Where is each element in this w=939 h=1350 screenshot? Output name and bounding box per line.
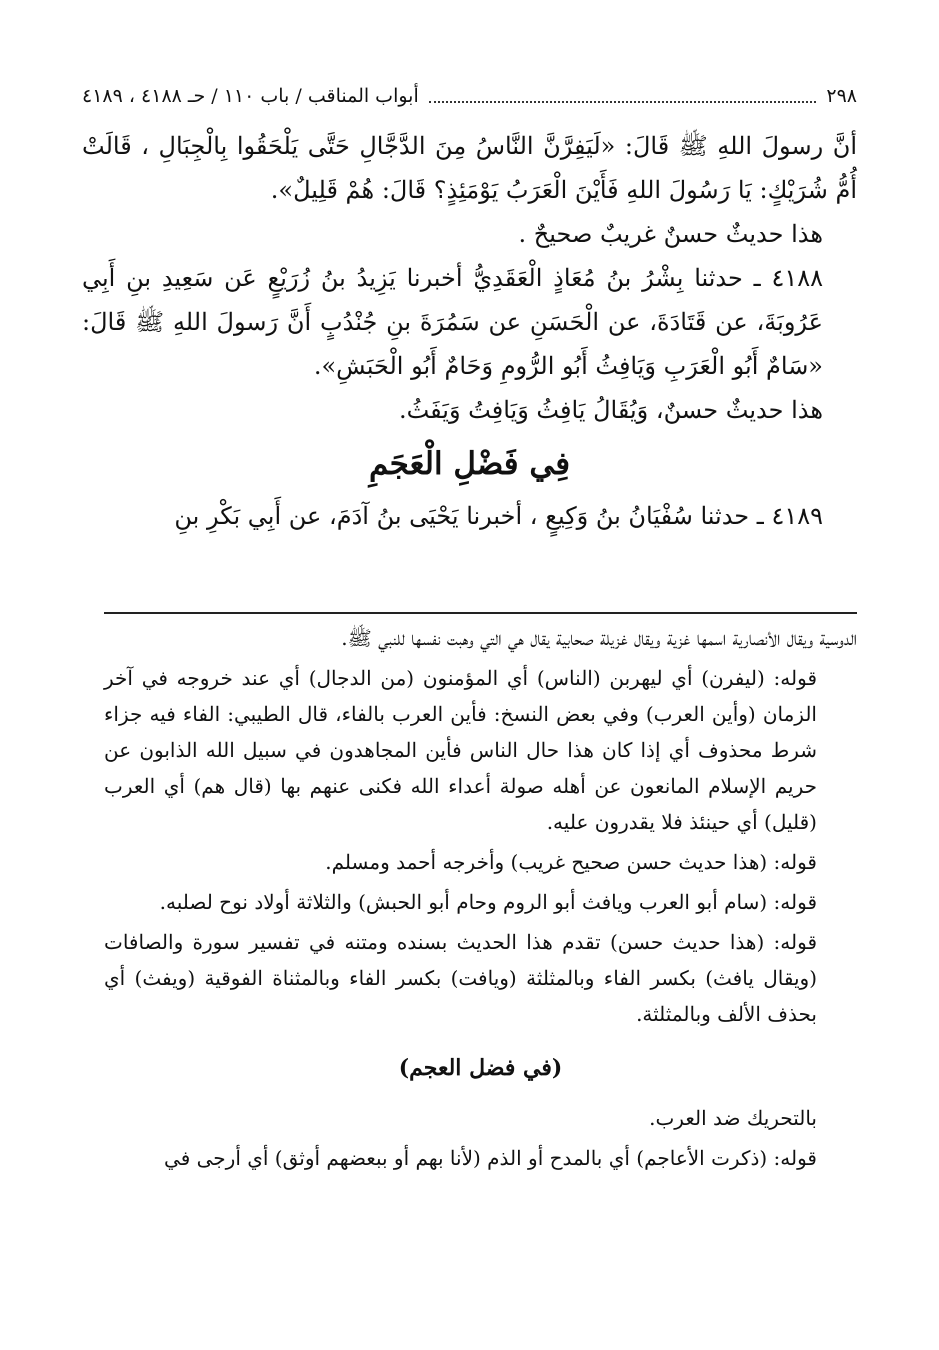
running-title: أبواب المناقب / باب ١١٠ / حـ ٤١٨٨ ، ٤١٨٩	[82, 85, 419, 107]
commentary-paragraph: بالتحريك ضد العرب.	[649, 1106, 817, 1130]
commentary-section	[104, 620, 857, 1180]
grading-4187: هذا حديثٌ حسنٌ غريبٌ صحيحٌ .	[518, 220, 823, 248]
chapter-heading: فِي فَضْلِ الْعَجَمِ	[368, 446, 571, 482]
hadith-4188: ٤١٨٨ ـ حدثنا بِشْرُ بنُ مُعَاذٍ الْعَقَدِيُّ أخبرنا يَزِيدُ بنُ زُرَيْعٍ عَن سَعِيدِ بنِ أَبِي عَرُوبَةَ، عن قَتَادَةَ، عن الْحَسَنِ عن سَمُرَةَ بنِ جُنْدُبٍ أَنَّ رَسولَ اللهِ ﷺ قَالَ: «سَامٌ أَبُو الْعَرَبِ وَيَافِثُ أَبُو الرُّومِ وَحَامٌ أَبُو الْحَبَشِ».	[82, 264, 823, 380]
hadith-4187-ending: أنَّ رسولَ اللهِ ﷺ قَالَ: «لَيَفِرَّنَّ النَّاسُ مِنَ الدَّجَّالِ حَتَّى يَلْحَقُوا بِالْجِبَالِ ، قَالَتْ أُمُّ شُرَيْكٍ: يَا رَسُولَ اللهِ فَأَيْنَ الْعَرَبُ يَوْمَئِذٍ؟ قَالَ: هُمْ قَلِيلٌ».	[82, 132, 857, 204]
commentary-paragraph: قوله: (سام أبو العرب ويافث أبو الروم وحام أبو الحبش) والثلاثة أولاد نوح لصلبه.	[159, 890, 817, 914]
commentary-paragraph: قوله: (ذكرت الأعاجم) أي بالمدح أو الذم (لأنا بهم أو ببعضهم أوثق) أي أرجى في	[164, 1146, 817, 1170]
commentary-paragraph: قوله: (هذا حديث حسن) تقدم هذا الحديث بسنده ومتنه في تفسير سورة والصافات (ويقال يافث) بكسر الفاء وبالمثلثة (ويافت) بكسر الفاء وبالمثناة الفوقية (ويفث) أي بحذف الألف وبالمثلثة.	[104, 930, 817, 1026]
commentary-paragraph: قوله: (هذا حديث حسن صحيح غريب) وأخرجه أحمد ومسلم.	[325, 850, 817, 874]
hadith-4189-start: ٤١٨٩ ـ حدثنا سُفْيَانُ بنُ وَكِيعٍ ، أخبرنا يَحْيَى بنُ آدَمَ، عن أَبِي بَكْرِ بنِ	[174, 502, 823, 530]
commentary-heading: (في فضل العجم)	[398, 1055, 563, 1081]
page-number: ٢٩٨	[826, 85, 857, 107]
hadith-text	[82, 124, 857, 538]
commentary-continuation: الدوسية ويقال الأنصارية اسمها غزية ويقال غزيلة صحابية يقال هي التي وهبت نفسها للنبي ﷺ.	[341, 626, 857, 650]
commentary-paragraph: قوله: (ليفرن) أي ليهربن (الناس) أي المؤمنون (من الدجال) أي عند خروجه في آخر الزمان (وأين العرب) وفي بعض النسخ: فأين العرب بالفاء، قال الطيبي: الفاء فيه جزاء شرط محذوف أي إذا كان هذا حال الناس فأين المجاهدون في سبيل الله الذابون عن حريم الإسلام المانعون عن أهله صولة أعداء الله فكنى عنهم بها (قال هم) أي العرب (قليل) أي حينئذ فلا يقدرون عليه.	[104, 666, 817, 834]
footnote-divider	[104, 612, 857, 614]
header-dotted-leader	[429, 100, 817, 103]
page-header	[82, 78, 857, 114]
grading-4188: هذا حديثٌ حسنٌ، وَيُقَالُ يَافِثُ وَيَافِتُ وَيَفَثُ.	[398, 396, 823, 424]
